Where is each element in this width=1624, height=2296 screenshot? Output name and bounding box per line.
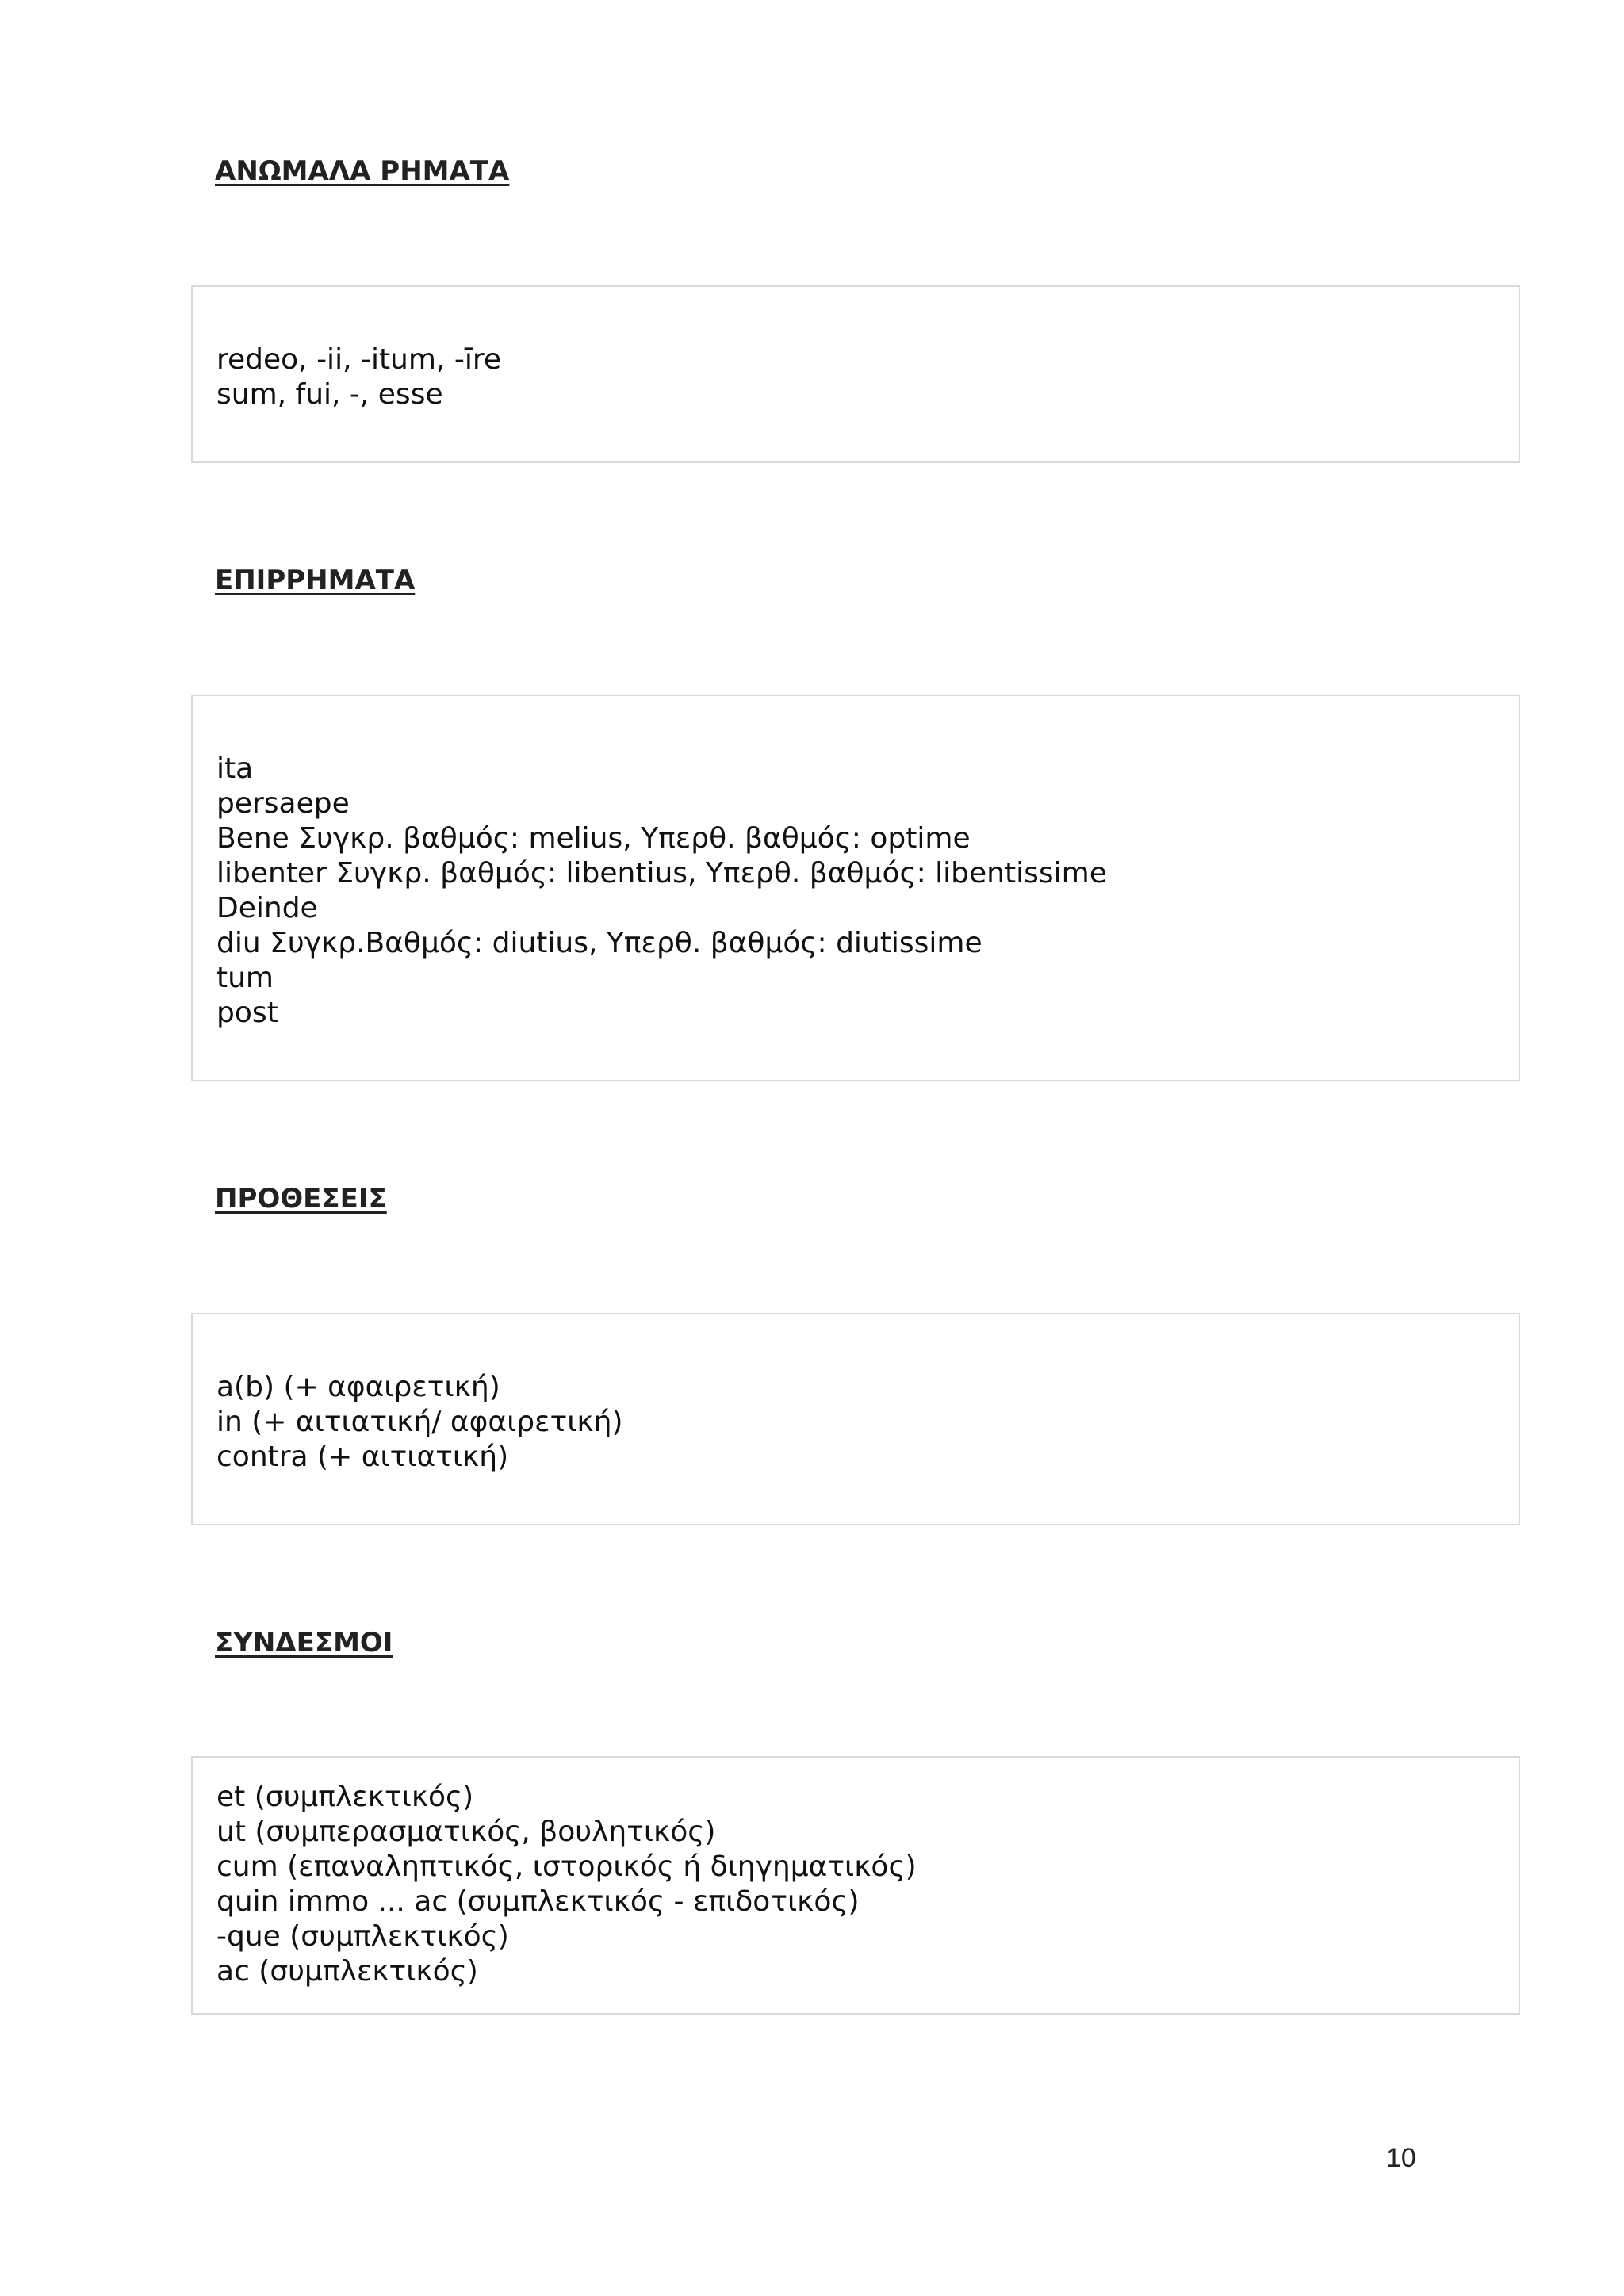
list-item: -que (συμπλεκτικός) [216,1920,509,1953]
list-item: ac (συμπλεκτικός) [216,1955,478,1988]
list-item: a(b) (+ αφαιρετική) [216,1371,500,1403]
list-item: diu Συγκρ.Βαθμός: diutius, Υπερθ. βαθμός: diutissime [216,927,982,959]
list-item: libenter Συγκρ. βαθμός: libentius, Υπερθ. βαθμός: libentissime [216,857,1107,890]
list-item: Deinde [216,892,318,924]
list-item: et (συμπλεκτικός) [216,1781,474,1813]
list-item: redeo, -ii, -itum, -īre [216,343,501,376]
list-item: Bene Συγκρ. βαθμός: melius, Υπερθ. βαθμός: optime [216,822,971,855]
list-item: cum (επαναληπτικός, ιστορικός ή διηγηματικός) [216,1850,917,1883]
prepositions-box [191,1313,1520,1525]
list-item: sum, fui, -, esse [216,378,443,411]
page-number: 10 [1386,2143,1416,2173]
list-item: quin immo ... ac (συμπλεκτικός - επιδοτικός) [216,1885,860,1918]
list-item: ut (συμπερασματικός, βουλητικός) [216,1816,716,1848]
section-heading-adverbs: ΕΠΙΡΡΗΜΑΤΑ [215,564,416,596]
conjunctions-box [191,1756,1520,2015]
list-item: post [216,997,278,1029]
irregular-verbs-box [191,285,1520,463]
list-item: ita [216,752,254,785]
adverbs-box [191,695,1520,1081]
section-heading-irregular-verbs: ΑΝΩΜΑΛΑ ΡΗΜΑΤΑ [215,155,510,187]
list-item: tum [216,962,274,994]
list-item: in (+ αιτιατική/ αφαιρετική) [216,1406,623,1438]
section-heading-prepositions: ΠΡΟΘΕΣΕΙΣ [215,1183,387,1215]
list-item: persaepe [216,787,350,820]
list-item: contra (+ αιτιατική) [216,1441,509,1473]
section-heading-conjunctions: ΣΥΝΔΕΣΜΟΙ [215,1627,393,1659]
